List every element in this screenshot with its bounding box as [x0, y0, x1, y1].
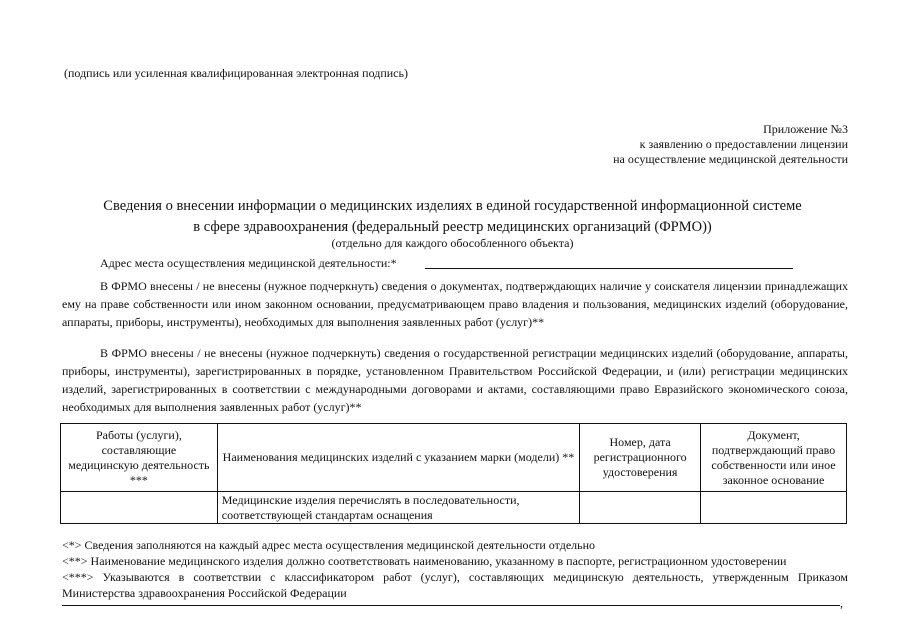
title-subtitle: (отдельно для каждого обособленного объекта) — [331, 236, 574, 250]
header-ownership-document: Документ, подтверждающий право собственности или иное законное основание — [701, 424, 847, 492]
footnotes — [62, 537, 848, 601]
cell-ownership-document[interactable] — [701, 492, 847, 524]
cell-works[interactable] — [61, 492, 218, 524]
appendix-header — [528, 122, 848, 167]
address-fill-line[interactable] — [425, 268, 793, 269]
paragraph-documents: В ФРМО внесены / не внесены (нужное подчеркнуть) сведения о документах, подтверждающих наличие у соискателя лицензии принадлежащих ему на праве собственности или ином законном основании, предусматривающем право владения и пользования, медицинских изделий (оборудование, аппараты, приборы, инструменты), необходимых для выполнения заявленных работ (услуг)** — [62, 279, 848, 329]
table-row — [61, 492, 847, 524]
title-line-2: в сфере здравоохранения (федеральный реестр медицинских организаций (ФРМО)) — [193, 219, 712, 235]
appendix-reference-line-1: к заявлению о предоставлении лицензии — [639, 137, 848, 151]
header-works: Работы (услуги), составляющие медицинскую деятельность *** — [61, 424, 218, 492]
footnote-3: <***> Указываются в соответствии с классификатором работ (услуг), составляющих медицинскую деятельность, утвержденным Приказом Министерства здравоохранения Российской Федерации — [62, 570, 848, 600]
footnote-2: <**> Наименование медицинского изделия должно соответствовать наименованию, указанному в паспорте, регистрационном удостоверении — [62, 554, 787, 568]
address-label: Адрес места осуществления медицинской деятельности:* — [100, 256, 397, 270]
footnote-1: <*> Сведения заполняются на каждый адрес места осуществления медицинской деятельности отдельно — [62, 538, 596, 552]
paragraph-registration: В ФРМО внесены / не внесены (нужное подчеркнуть) сведения о государственной регистрации медицинских изделий (оборудование, аппараты, приборы, инструменты), зарегистрированных в порядке, установленном Правительством Российской Федерации, и (или) регистрации медицинских изделий, зарегистрированных в соответствии с международными договорами и актами, составляющими право Евразийского экономического союза, необходимых для выполнения заявленных работ (услуг)** — [62, 346, 848, 414]
bottom-fill-line[interactable] — [62, 605, 840, 606]
appendix-number: Приложение №3 — [763, 122, 848, 136]
trailing-comma: , — [840, 596, 843, 610]
appendix-reference-line-2: на осуществление медицинской деятельности — [613, 152, 848, 166]
header-registration-number: Номер, дата регистрационного удостоверения — [580, 424, 701, 492]
cell-registration-number[interactable] — [580, 492, 701, 524]
medical-devices-table — [60, 423, 847, 524]
document-title — [0, 196, 905, 238]
title-line-1: Сведения о внесении информации о медицинских изделиях в единой государственной информационной системе — [103, 198, 802, 214]
table-header-row — [61, 424, 847, 492]
cell-device-names[interactable]: Медицинские изделия перечислять в последовательности, соответствующей стандартам оснащения — [217, 492, 579, 524]
header-device-names: Наименования медицинских изделий с указанием марки (модели) ** — [217, 424, 579, 492]
signature-caption: (подпись или усиленная квалифицированная электронная подпись) — [64, 66, 408, 80]
